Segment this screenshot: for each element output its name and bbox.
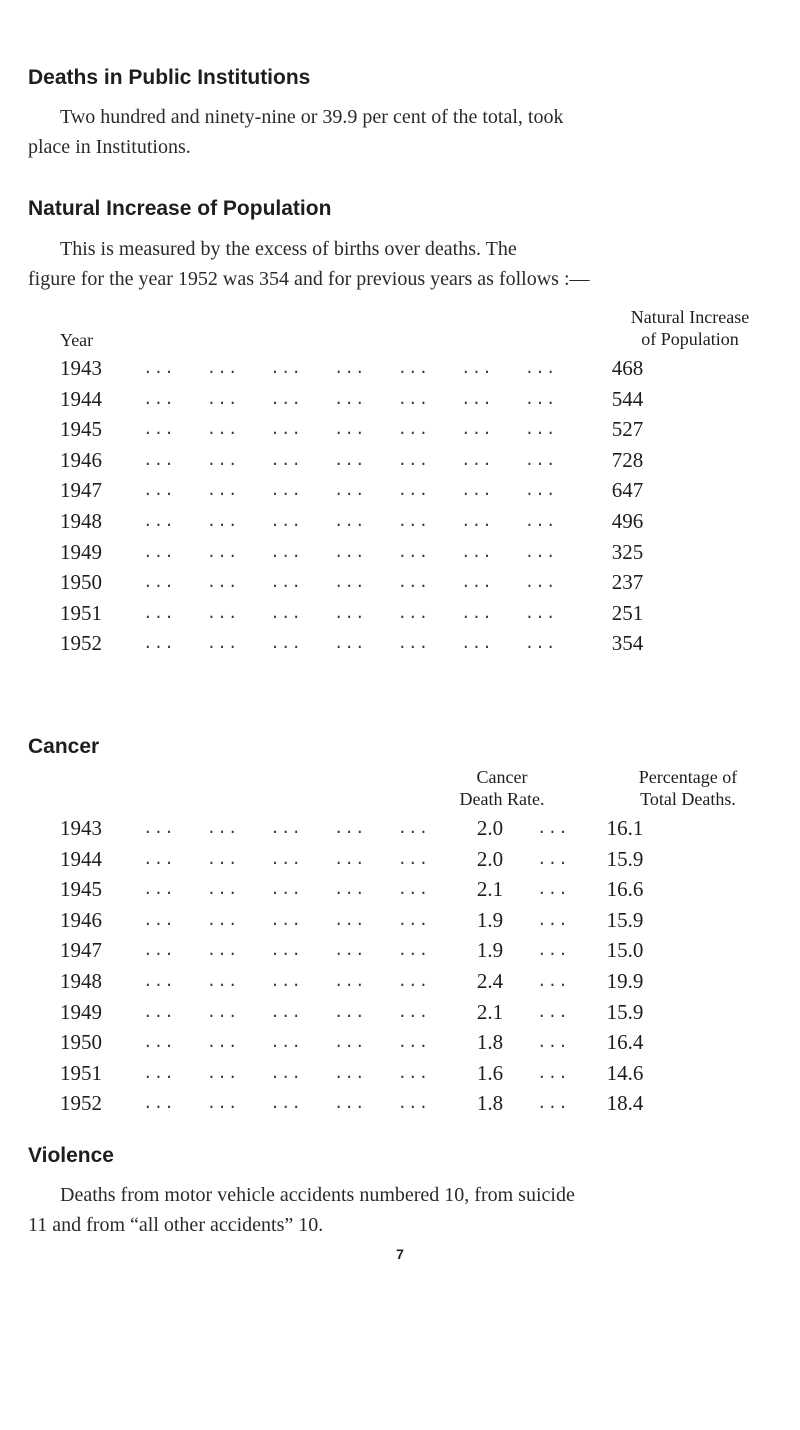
leader-dots: ... ... ... ... ... bbox=[143, 881, 430, 900]
cancer-row bbox=[0, 875, 800, 905]
cancer-rate-column-header bbox=[432, 766, 572, 810]
cancer-row bbox=[0, 936, 800, 966]
natural-increase-row bbox=[0, 507, 800, 537]
deaths-public-heading: Deaths in Public Institutions bbox=[28, 66, 311, 89]
natural-increase-value-cell: 544 bbox=[611, 386, 644, 411]
leader-dots: ... bbox=[537, 1064, 569, 1083]
leader-dots: ... ... ... ... ... ... ... bbox=[143, 482, 557, 501]
leader-dots: ... bbox=[537, 1003, 569, 1022]
year-cell: 1952 bbox=[60, 631, 102, 656]
deaths-public-text-line1: Two hundred and ninety-nine or 39.9 per cent of the total, took bbox=[60, 106, 564, 128]
leader-dots: ... ... ... ... ... ... ... bbox=[143, 635, 557, 654]
natural-increase-value-cell: 527 bbox=[611, 417, 644, 442]
year-cell: 1947 bbox=[60, 478, 102, 503]
leader-dots: ... ... ... ... ... ... ... bbox=[143, 513, 557, 531]
year-cell: 1950 bbox=[60, 570, 102, 595]
leader-dots: ... bbox=[537, 911, 569, 930]
year-cell: 1951 bbox=[60, 600, 102, 625]
leader-dots: ... ... ... ... ... ... ... bbox=[143, 574, 557, 593]
cancer-row bbox=[0, 906, 800, 936]
violence-text-line2: 11 and from “all other accidents” 10. bbox=[28, 1214, 324, 1236]
violence-text-line1: Deaths from motor vehicle accidents numbered 10, from suicide bbox=[60, 1184, 575, 1206]
natural-increase-value-cell: 496 bbox=[611, 509, 644, 533]
cancer-rate-cell: 2.4 bbox=[476, 969, 504, 993]
leader-dots: ... ... ... ... ... ... ... bbox=[143, 543, 557, 562]
leader-dots: ... ... ... ... ... ... ... bbox=[143, 604, 557, 623]
year-cell: 1946 bbox=[60, 447, 102, 472]
year-cell: 1943 bbox=[60, 816, 102, 840]
cancer-pct-cell: 14.6 bbox=[606, 1060, 644, 1085]
natural-increase-header-line1: Natural Increase bbox=[630, 307, 750, 327]
natural-increase-row bbox=[0, 446, 800, 476]
cancer-row bbox=[0, 1059, 800, 1089]
natural-increase-row bbox=[0, 476, 800, 506]
natural-increase-row bbox=[0, 599, 800, 629]
cancer-rate-cell: 2.0 bbox=[476, 846, 504, 871]
year-column-header: Year bbox=[60, 330, 94, 350]
cancer-pct-column-header bbox=[578, 766, 798, 810]
year-cell: 1949 bbox=[60, 999, 102, 1024]
cancer-pct-cell: 16.1 bbox=[606, 816, 644, 840]
natural-increase-row bbox=[0, 629, 800, 659]
natural-increase-value-cell: 251 bbox=[611, 600, 644, 625]
leader-dots: ... bbox=[537, 942, 569, 961]
natural-increase-row bbox=[0, 568, 800, 598]
cancer-rate-cell: 1.8 bbox=[476, 1030, 504, 1055]
leader-dots: ... ... ... ... ... bbox=[143, 850, 430, 869]
natural-increase-value-cell: 468 bbox=[611, 356, 644, 380]
natural-increase-value-cell: 728 bbox=[611, 447, 644, 472]
cancer-rate-cell: 1.9 bbox=[476, 938, 504, 963]
natural-increase-value-cell: 325 bbox=[611, 539, 644, 564]
cancer-row bbox=[0, 998, 800, 1028]
leader-dots: ... bbox=[537, 1095, 569, 1114]
leader-dots: ... bbox=[537, 850, 569, 869]
natural-increase-column-header bbox=[585, 306, 795, 350]
cancer-pct-cell: 15.9 bbox=[606, 907, 644, 932]
year-cell: 1950 bbox=[60, 1030, 102, 1055]
cancer-pct-header-line2: Total Deaths. bbox=[640, 789, 736, 809]
leader-dots: ... ... ... ... ... bbox=[143, 1064, 430, 1083]
cancer-row bbox=[0, 845, 800, 875]
leader-dots: ... ... ... ... ... bbox=[143, 1095, 430, 1114]
natural-increase-value-cell: 354 bbox=[611, 631, 644, 656]
natural-increase-row bbox=[0, 538, 800, 568]
cancer-rate-cell: 1.9 bbox=[476, 907, 504, 932]
natural-increase-header-line2: of Population bbox=[641, 329, 739, 349]
cancer-pct-cell: 15.9 bbox=[606, 846, 644, 871]
year-cell: 1949 bbox=[60, 539, 102, 564]
cancer-row bbox=[0, 967, 800, 997]
natural-increase-value-cell: 647 bbox=[611, 478, 644, 503]
natural-increase-text-line2: figure for the year 1952 was 354 and for previous years as follows :— bbox=[28, 268, 590, 290]
leader-dots: ... bbox=[537, 973, 569, 991]
leader-dots: ... ... ... ... ... bbox=[143, 942, 430, 961]
leader-dots: ... ... ... ... ... ... ... bbox=[143, 451, 557, 470]
cancer-row bbox=[0, 814, 800, 844]
cancer-pct-cell: 16.4 bbox=[606, 1030, 644, 1055]
year-cell: 1946 bbox=[60, 907, 102, 932]
leader-dots: ... ... ... ... ... bbox=[143, 1034, 430, 1053]
leader-dots: ... bbox=[537, 1034, 569, 1053]
cancer-pct-cell: 15.0 bbox=[606, 938, 644, 963]
cancer-pct-cell: 16.6 bbox=[606, 877, 644, 902]
cancer-pct-cell: 18.4 bbox=[606, 1091, 644, 1116]
leader-dots: ... ... ... ... ... bbox=[143, 1003, 430, 1022]
natural-increase-heading: Natural Increase of Population bbox=[28, 197, 332, 220]
year-cell: 1943 bbox=[60, 356, 102, 380]
leader-dots: ... bbox=[537, 820, 569, 838]
cancer-row bbox=[0, 1089, 800, 1119]
cancer-rate-cell: 1.8 bbox=[476, 1091, 504, 1116]
year-cell: 1948 bbox=[60, 509, 102, 533]
year-cell: 1951 bbox=[60, 1060, 102, 1085]
year-cell: 1948 bbox=[60, 969, 102, 993]
natural-increase-row bbox=[0, 415, 800, 445]
cancer-rate-header-line1: Cancer bbox=[476, 767, 528, 787]
natural-increase-value-cell: 237 bbox=[611, 570, 644, 595]
violence-heading: Violence bbox=[28, 1144, 114, 1167]
cancer-pct-cell: 19.9 bbox=[606, 969, 644, 993]
leader-dots: ... bbox=[537, 881, 569, 900]
cancer-rate-cell: 2.0 bbox=[476, 816, 504, 840]
year-cell: 1945 bbox=[60, 417, 102, 442]
year-cell: 1947 bbox=[60, 938, 102, 963]
cancer-rate-header-line2: Death Rate. bbox=[459, 789, 545, 809]
cancer-rate-cell: 1.6 bbox=[476, 1060, 504, 1085]
leader-dots: ... ... ... ... ... ... ... bbox=[143, 390, 557, 409]
page-number: 7 bbox=[396, 1246, 404, 1262]
natural-increase-row bbox=[0, 385, 800, 415]
year-cell: 1945 bbox=[60, 877, 102, 902]
natural-increase-text-line1: This is measured by the excess of births over deaths. The bbox=[60, 238, 517, 260]
cancer-pct-cell: 15.9 bbox=[606, 999, 644, 1024]
leader-dots: ... ... ... ... ... ... ... bbox=[143, 421, 557, 440]
leader-dots: ... ... ... ... ... ... ... bbox=[143, 360, 557, 378]
leader-dots: ... ... ... ... ... bbox=[143, 911, 430, 930]
year-cell: 1944 bbox=[60, 846, 102, 871]
cancer-pct-header-line1: Percentage of bbox=[638, 767, 738, 787]
leader-dots: ... ... ... ... ... bbox=[143, 820, 430, 838]
leader-dots: ... ... ... ... ... bbox=[143, 973, 430, 991]
cancer-rate-cell: 2.1 bbox=[476, 877, 504, 902]
year-cell: 1952 bbox=[60, 1091, 102, 1116]
deaths-public-text-line2: place in Institutions. bbox=[28, 136, 191, 158]
cancer-rate-cell: 2.1 bbox=[476, 999, 504, 1024]
natural-increase-row bbox=[0, 354, 800, 384]
year-cell: 1944 bbox=[60, 386, 102, 411]
cancer-heading: Cancer bbox=[28, 735, 100, 758]
cancer-row bbox=[0, 1028, 800, 1058]
